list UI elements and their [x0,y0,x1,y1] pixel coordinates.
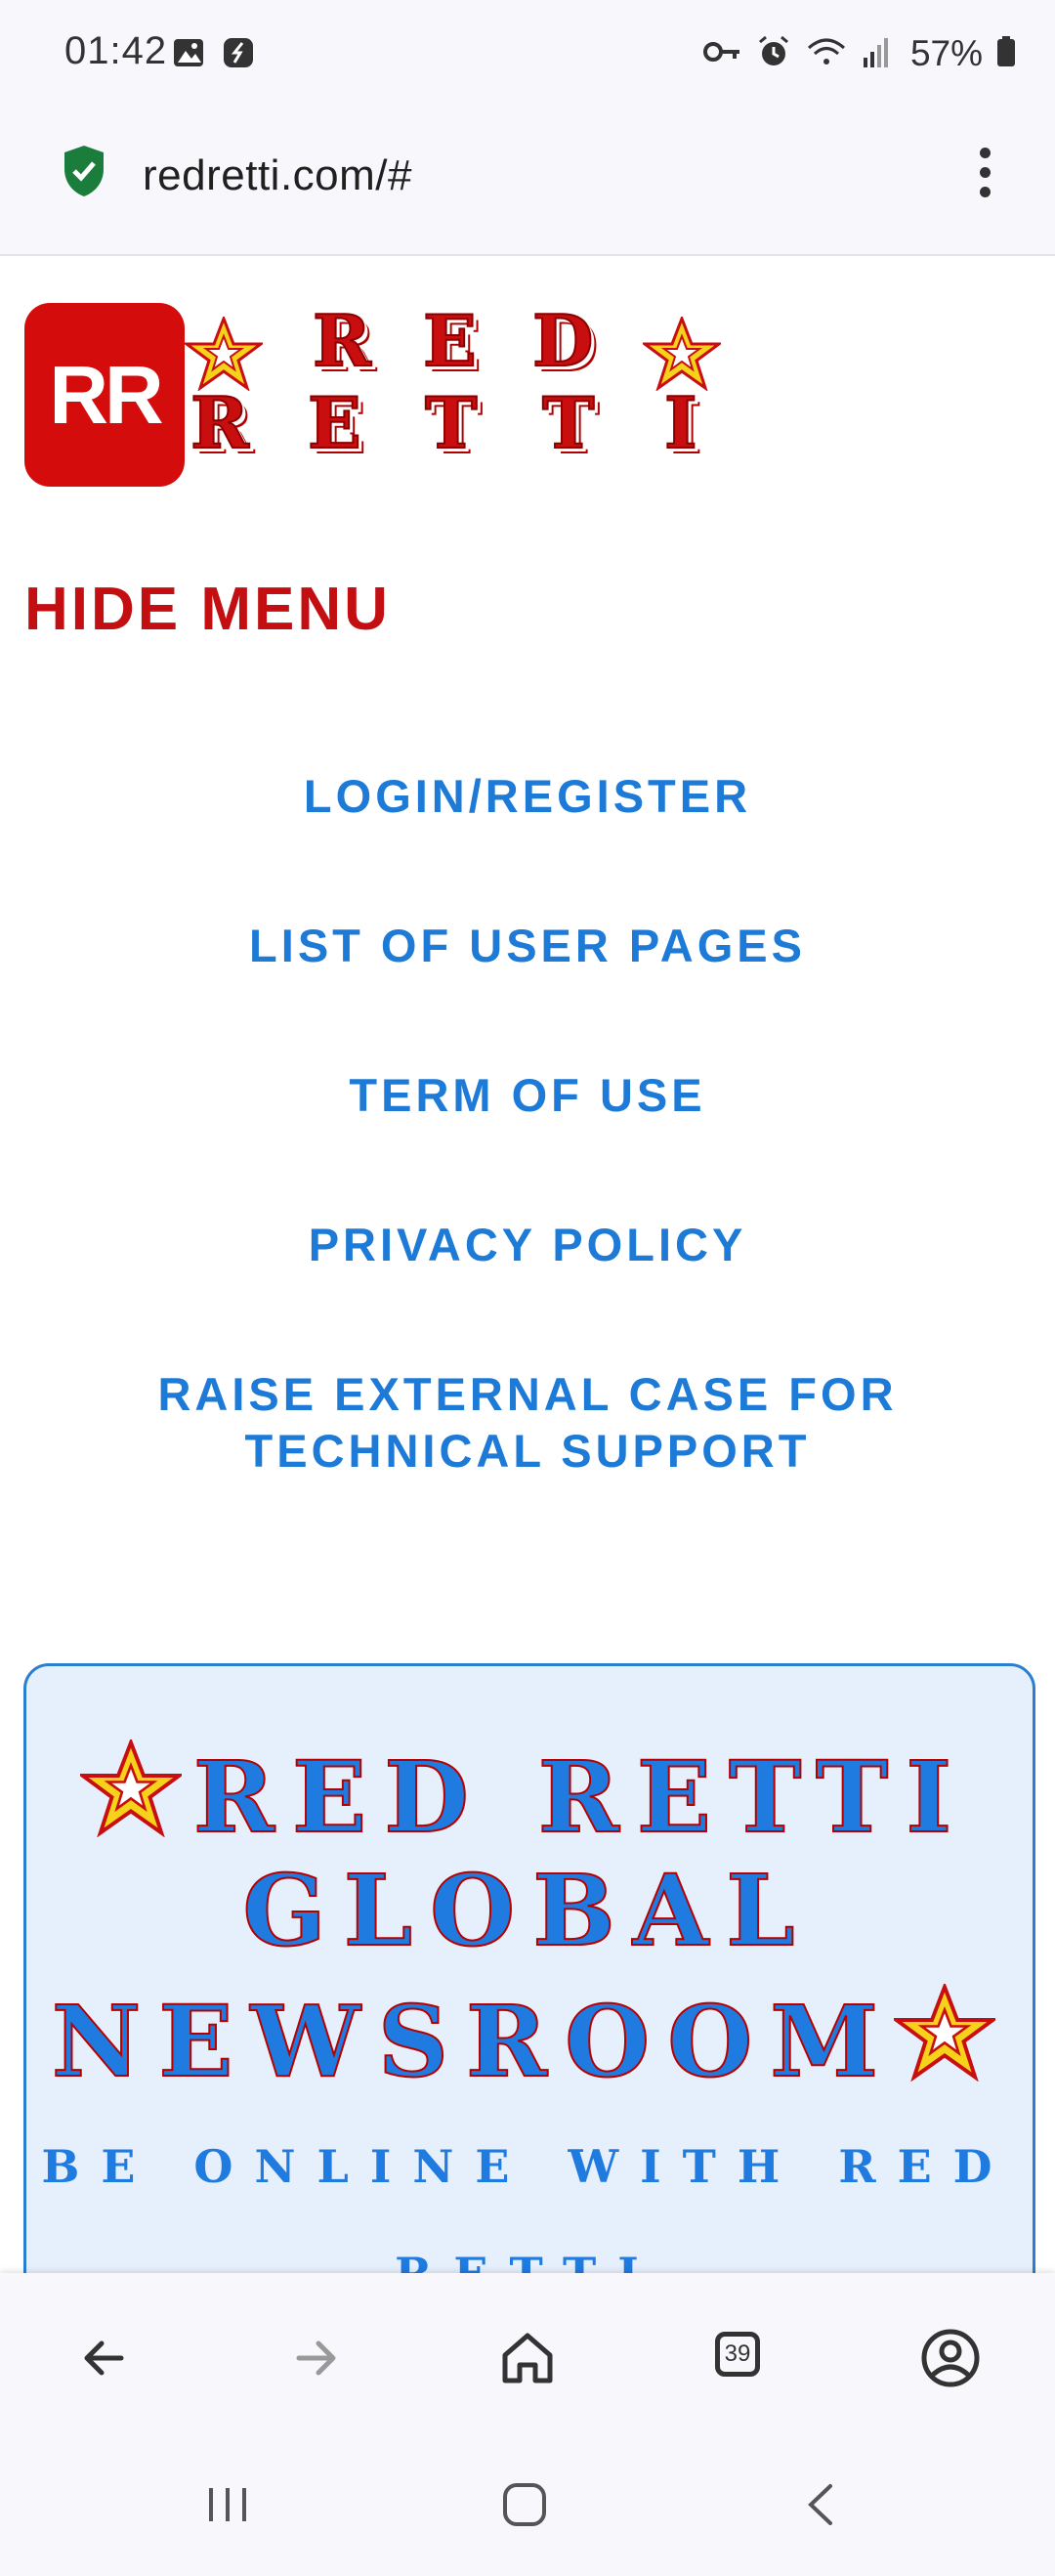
back-arrow-icon[interactable] [70,2324,139,2392]
menu-item-login-register[interactable]: LOGIN/REGISTER [303,770,752,822]
recent-apps-icon[interactable] [203,2480,252,2534]
tabs-button[interactable] [707,2324,776,2392]
logo-letter: D [532,299,594,382]
home-icon[interactable] [493,2324,562,2392]
signal-icon [862,34,891,74]
star-icon [894,1984,995,2086]
app-notification-icon [221,35,256,75]
newsroom-title-line2: GLOBAL [242,1853,813,1968]
forward-arrow-icon[interactable] [281,2324,350,2392]
tab-count: 39 [715,2332,760,2377]
menu-item-label: TECHNICAL SUPPORT [244,1425,811,1477]
logo-letter: T [425,381,478,464]
logo-badge: RR [24,303,185,487]
gallery-icon [172,35,207,75]
battery-icon [996,36,1016,72]
system-navigation-bar [0,2439,1055,2576]
menu-item-technical-support[interactable] [0,1366,1055,1480]
menu-item-term-of-use[interactable]: TERM OF USE [349,1069,706,1121]
logo-letter: I [664,381,697,464]
account-icon[interactable] [916,2324,985,2392]
logo-letter: T [542,381,595,464]
vpn-key-icon [703,37,742,71]
menu-item-label: RAISE EXTERNAL CASE FOR [157,1368,898,1420]
url-field[interactable]: redretti.com/# [143,151,412,199]
status-bar [0,0,1055,112]
site-logo[interactable] [24,299,728,489]
menu-item-privacy-policy[interactable]: PRIVACY POLICY [308,1219,747,1270]
home-button-icon[interactable] [500,2480,549,2534]
newsroom-title-line3: NEWSROOM [51,1984,897,2099]
more-options-icon[interactable] [975,148,994,206]
logo-letter: R [313,299,371,382]
alarm-icon [756,34,791,74]
hide-menu-button[interactable]: HIDE MENU [24,576,391,643]
logo-letter: E [308,381,361,464]
address-bar [0,112,1055,256]
status-time: 01:42 [64,29,168,72]
logo-letter: E [423,299,477,382]
system-back-icon[interactable] [797,2480,846,2534]
wifi-icon [805,34,848,74]
battery-text: 57% [909,33,983,73]
menu-item-user-pages[interactable]: LIST OF USER PAGES [249,920,806,971]
logo-letter: R [190,381,249,464]
secure-shield-icon[interactable] [61,144,107,203]
newsroom-subtitle: BE ONLINE WITH RED [41,2140,1014,2193]
newsroom-title-line1: RED RETTI [192,1739,970,1855]
browser-toolbar [0,2273,1055,2439]
